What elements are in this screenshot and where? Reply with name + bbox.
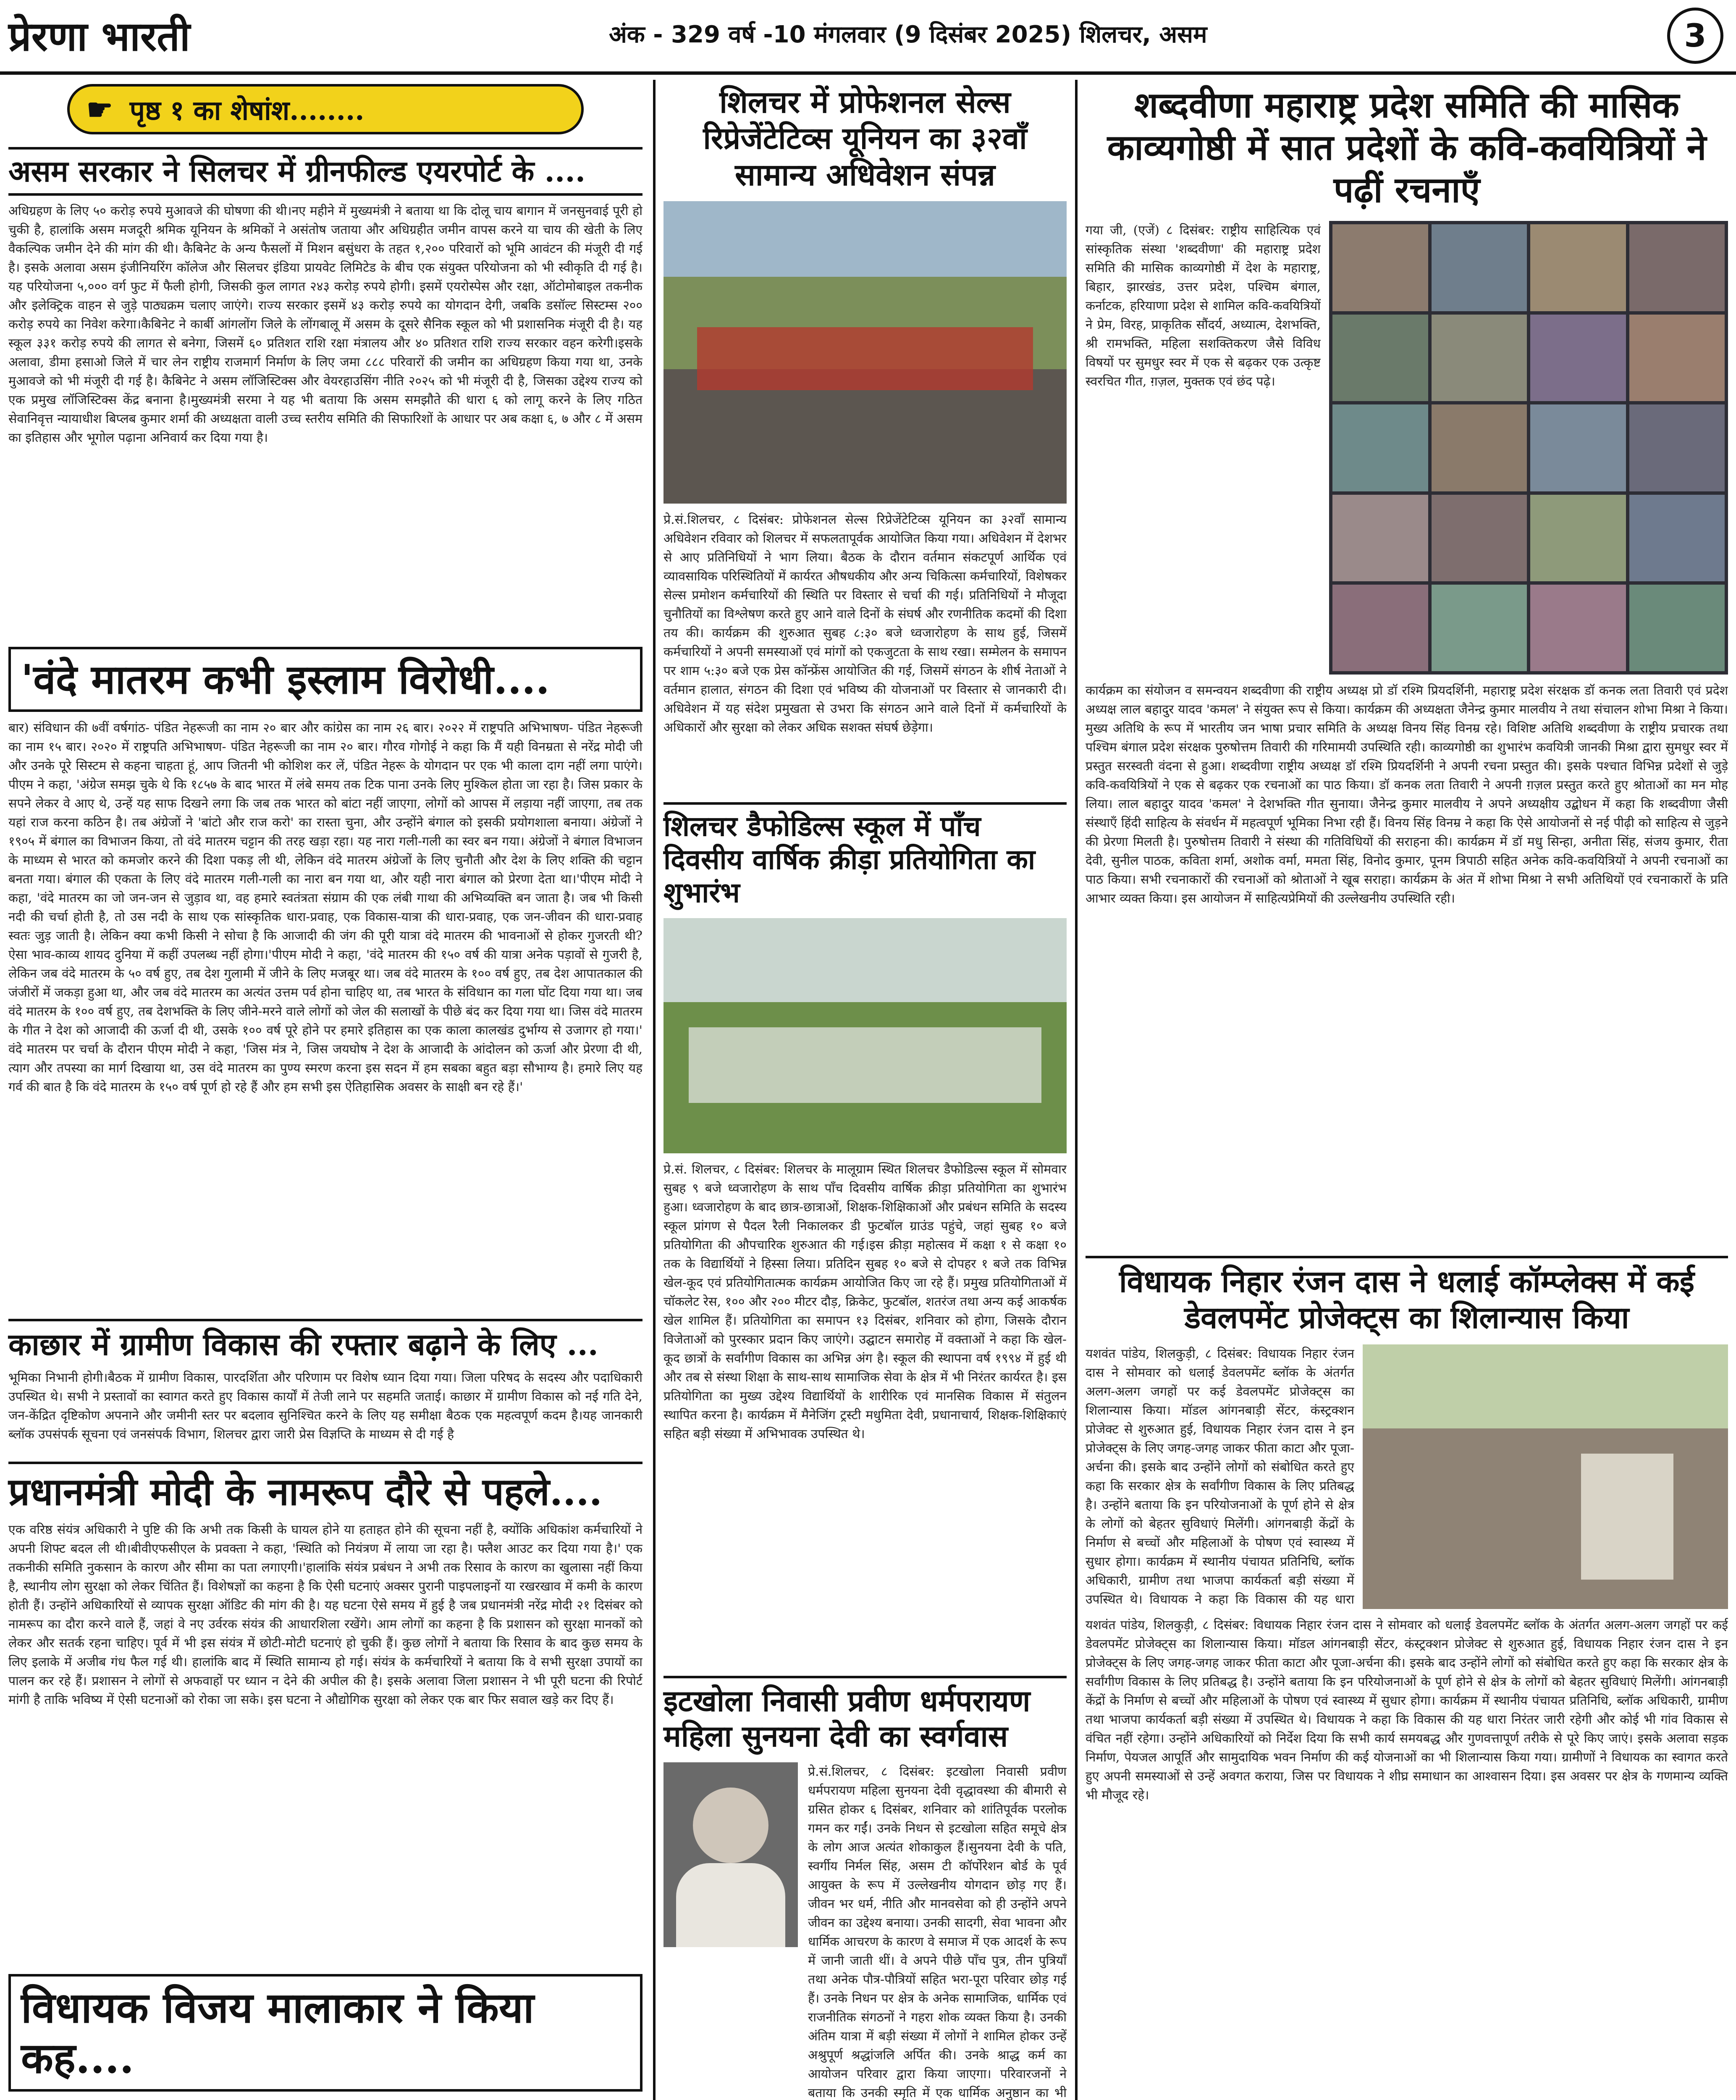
video-call-collage xyxy=(1329,221,1728,675)
issue-line: अंक - 329 वर्ष -10 मंगलवार (9 दिसंबर 2025) शिलचर, असम xyxy=(609,21,1207,48)
article-body: एक वरिष्ठ संयंत्र अधिकारी ने पुष्टि की कि अभी तक किसी के घायल होने या हताहत होने की सूचना नहीं है, क्योंकि अधिकांश कर्मचारियों ने अपनी शिफ्ट बदल ली थी।बीवीएफसीएल के प्रवक्ता ने कहा, 'स्थिति को नियंत्रण में लाया जा रहा है। फ्लैश आउट कर दिया गया है।' एक तकनीकी समिति नुकसान के कारण और सीमा का पता लगाएगी।'हालांकि संयंत्र प्रबंधन ने अभी तक रिसाव के कारण का खुलासा नहीं किया है, स्थानीय लोग सुरक्षा को लेकर चिंतित हैं। विशेषज्ञों का कहना है कि ऐसी घटनाएं अक्सर पुरानी पाइपलाइनों या रखरखाव में कमी के कारण होती हैं। उन्होंने अधिकारियों से व्यापक सुरक्षा ऑडिट की मांग की है। यह घटना ऐसे समय में हुई है जब प्रधानमंत्री नरेंद्र मोदी २१ दिसंबर को नामरूप का दौरा करने वाले हैं, जहां वे नए उर्वरक संयंत्र की आधारशिला रखेंगे। आम लोगों का कहना है कि प्रशासन को सुरक्षा मानकों को लेकर और सतर्क रहना चाहिए। पूर्व में भी इस संयंत्र में छोटी-मोटी घटनाएं हो चुकी हैं। कुछ लोगों ने बताया कि रिसाव के बाद कुछ समय के लिए इलाके में अजीब गंध फैल गई थी। हालांकि बाद में स्थिति सामान्य हो गई। संयंत्र के कर्मचारियों ने बताया कि वे सभी सुरक्षा उपायों का पालन कर रहे हैं। प्रशासन ने लोगों से अफवाहों पर ध्यान न देने की अपील की है। इसके अलावा जिला प्रशासन ने भी पूरी घटना की रिपोर्ट मांगी है ताकि भविष्य में ऐसी घटनाओं को रोका जा सके। इस घटना ने औद्योगिक सुरक्षा को लेकर एक बार फिर सवाल खड़े कर दिए हैं। xyxy=(8,1522,642,1707)
article-title: 'वंदे मातरम कभी इस्लाम विरोधी.... xyxy=(8,647,642,712)
article-vijay-malakar xyxy=(8,1974,642,2100)
article-body-continued: यशवंत पांडेय, शिलकुड़ी, ८ दिसंबर: विधायक निहार रंजन दास ने सोमवार को धलाई डेवलपमेंट ब्लॉक के अंतर्गत अलग-अलग जगहों पर कई डेवलपमेंट प्रोजेक्ट्स का शिलान्यास किया। मॉडल आंगनबाड़ी सेंटर, कंस्ट्रक्शन प्रोजेक्ट से शुरुआत हुई, विधायक निहार रंजन दास ने इन प्रोजेक्ट्स के लिए जगह-जगह जाकर फीता काटा और पूजा-अर्चना की। इसके बाद उन्होंने लोगों को संबोधित करते हुए कहा कि सरकार क्षेत्र के सर्वांगीण विकास के लिए प्रतिबद्ध है। उन्होंने बताया कि इन परियोजनाओं के पूर्ण होने से क्षेत्र के लोगों को बेहतर सुविधाएं मिलेंगी। आंगनबाड़ी केंद्रों के निर्माण से बच्चों और महिलाओं के पोषण एवं स्वास्थ्य में सुधार होगा। कार्यक्रम में स्थानीय पंचायत प्रतिनिधि, ब्लॉक अधिकारी, ग्रामीण तथा भाजपा कार्यकर्ता बड़ी संख्या में उपस्थित थे। विधायक ने कहा कि विकास की यह धारा निरंतर जारी रहेगी और कोई भी गांव विकास से वंचित नहीं रहेगा। उन्होंने अधिकारियों को निर्देश दिया कि सभी कार्य समयबद्ध और गुणवत्तापूर्ण तरीके से पूरे किए जाएं। इसके अलावा सड़क निर्माण, पेयजल आपूर्ति और सामुदायिक भवन निर्माण की कई योजनाओं का भी शिलान्यास किया गया। ग्रामीणों ने विधायक का स्वागत करते हुए अपनी समस्याओं से उन्हें अवगत कराया, जिस पर विधायक ने शीघ्र समाधान का आश्वासन दिया। इस अवसर पर क्षेत्र के गणमान्य व्यक्ति भी मौजूद रहे। xyxy=(1086,1617,1728,1803)
article-body: प्रे.सं.शिलचर, ८ दिसंबर: इटखोला निवासी प्रवीण धर्मपरायण महिला सुनयना देवी वृद्धावस्था की बीमारी से ग्रसित होकर ६ दिसंबर, शनिवार को शांतिपूर्वक परलोक गमन कर गईं। उनके निधन से इटखोला सहित समूचे क्षेत्र के लोग आज अत्यंत शोकाकुल हैं।सुनयना देवी के पति, स्वर्गीय निर्मल सिंह, असम टी कॉर्पोरेशन बोर्ड के पूर्व आयुक्त के रूप में उल्लेखनीय योगदान छोड़ गए हैं। जीवन भर धर्म, नीति और मानवसेवा को ही उन्होंने अपने जीवन का उद्देश्य बनाया। उनकी सादगी, सेवा भावना और धार्मिक आचरण के कारण वे समाज में एक आदर्श के रूप में जानी जाती थीं। वे अपने पीछे पाँच पुत्र, तीन पुत्रियाँ तथा अनेक पौत्र-पौत्रियों सहित भरा-पूरा परिवार छोड़ गई हैं। उनके निधन पर क्षेत्र के अनेक सामाजिक, धार्मिक एवं राजनीतिक संगठनों ने गहरा शोक व्यक्त किया है। उनकी अंतिम यात्रा में बड़ी संख्या में लोगों ने शामिल होकर उन्हें अश्रुपूर्ण श्रद्धांजलि अर्पित की। उनके श्राद्ध कर्म का आयोजन परिवार द्वारा किया जाएगा। परिवारजनों ने बताया कि उनकी स्मृति में एक धार्मिक अनुष्ठान का भी xyxy=(808,1764,1067,2100)
article-title: शब्दवीणा महाराष्ट्र प्रदेश समिति की मासिक काव्यगोष्ठी में सात प्रदेशों के कवि-कवयित्रियों ने पढ़ीं रचनाएँ xyxy=(1107,84,1707,210)
article-intro: गया जी, (एजें) ८ दिसंबर: राष्ट्रीय साहित्यिक एवं सांस्कृतिक संस्था 'शब्दवीणा' की महाराष्ट्र प्रदेश समिति की मासिक काव्यगोष्ठी में देश के महाराष्ट्र, बिहार, झारखंड, उत्तर प्रदेश, पश्चिम बंगाल, कर्नाटक, हरियाणा प्रदेश से शामिल कवि-कवयित्रियों ने प्रेम, विरह, प्राकृतिक सौंदर्य, अध्यात्म, देशभक्ति, श्री रामभक्ति, महिला सशक्तिकरण जैसे विविध विषयों पर सुमधुर स्वर में एक से बढ़कर एक उत्कृष्ट स्वरचित गीत, ग़ज़ल, मुक्तक एवं छंद पढ़े। xyxy=(1086,223,1321,389)
article-title: शिलचर में प्रोफेशनल सेल्स रिप्रेजेंटेटिव्स यूनियन का ३२वाँ सामान्य अधिवेशन संपन्न xyxy=(703,84,1027,192)
article-title: विधायक विजय मालाकार ने किया कह.... xyxy=(8,1974,642,2092)
article-cachar xyxy=(8,1319,642,1444)
article-airport xyxy=(8,147,642,655)
article-obituary xyxy=(663,1676,1067,2100)
article-title: काछार में ग्रामीण विकास की रफ्तार बढ़ाने के लिए ... xyxy=(8,1319,642,1362)
article-title: प्रधानमंत्री मोदी के नामरूप दौरे से पहले.... xyxy=(8,1462,642,1515)
article-title: इटखोला निवासी प्रवीण धर्मपरायण महिला सुनयना देवी का स्वर्गवास xyxy=(663,1676,1067,1754)
column-rule xyxy=(1075,80,1078,2100)
page-number: 3 xyxy=(1667,8,1723,64)
article-sales-union xyxy=(663,84,1067,850)
masthead xyxy=(0,0,1736,75)
article-body: कार्यक्रम का संयोजन व समन्वयन शब्दवीणा की राष्ट्रीय अध्यक्ष प्रो डॉ रश्मि प्रियदर्शिनी, महाराष्ट्र प्रदेश संरक्षक डॉ कनक लता तिवारी एवं प्रदेश अध्यक्ष लाल बहादुर यादव 'कमल' ने संयुक्त रूप से किया। कार्यक्रम की अध्यक्षता जैनेन्द्र कुमार मालवीय ने तथा संचालन शोभा मिश्रा ने किया। मुख्य अतिथि के रूप में भारतीय जन भाषा प्रचार समिति के अध्यक्ष विनय सिंह विनम्र रहे। विशिष्ट अतिथि शब्दवीणा के राष्ट्रीय प्रचारक तथा पश्चिम बंगाल प्रदेश संरक्षक पुरुषोत्तम तिवारी की गरिमामयी उपस्थिति रही। काव्यगोष्ठी का शुभारंभ कवयित्री जानकी मिश्रा द्वारा सुमधुर स्वर में प्रस्तुत सरस्वती वंदना से हुआ। शब्दवीणा राष्ट्रीय अध्यक्ष डॉ रश्मि प्रियदर्शिनी ने अपनी रचना प्रस्तुत की। इसके पश्चात विभिन्न प्रदेशों से जुड़े कवि-कवयित्रियों ने एक से बढ़कर एक रचनाओं का पाठ किया। डॉ कनक लता तिवारी ने अपनी ग़ज़ल प्रस्तुत करते हुए श्रोताओं का मन मोह लिया। लाल बहादुर यादव 'कमल' ने देशभक्ति गीत सुनाया। जैनेन्द्र कुमार मालवीय ने अपने अध्यक्षीय उद्बोधन में कहा कि शब्दवीणा जैसी संस्थाएँ हिंदी साहित्य के संवर्धन में महत्वपूर्ण भूमिका निभा रही हैं। विनय सिंह विनम्र ने कहा कि ऐसे आयोजनों से नई पीढ़ी को साहित्य से जुड़ने की प्रेरणा मिलती है। पुरुषोत्तम तिवारी ने संस्था की गतिविधियों की सराहना की। कार्यक्रम में डॉ मधु सिन्हा, अनीता सिंह, संजय कुमार, रीता देवी, सुनील पाठक, कविता शर्मा, अशोक वर्मा, ममता सिंह, विनोद कुमार, पूनम त्रिपाठी सहित अनेक कवि-कवयित्रियों ने अपनी रचनाओं का पाठ किया। सभी रचनाकारों की रचनाओं को श्रोताओं ने खूब सराहा। कार्यक्रम के अंत में शोभा मिश्रा ने सभी अतिथियों एवं रचनाकारों के प्रति आभार व्यक्त किया। इस आयोजन में साहित्यप्रेमियों की उल्लेखनीय उपस्थिति रही। xyxy=(1086,683,1728,906)
portrait-photo xyxy=(663,1762,798,1947)
article-title: विधायक निहार रंजन दास ने धलाई कॉम्प्लेक्स में कई डेवलपमेंट प्रोजेक्ट्स का शिलान्यास किया xyxy=(1086,1256,1728,1336)
article-namrup xyxy=(8,1462,642,1955)
sports-meet-photo xyxy=(663,918,1067,1153)
pointing-hand-icon: ☛ xyxy=(87,92,113,127)
article-daffodils-sports xyxy=(663,802,1067,1670)
union-meeting-photo xyxy=(663,201,1067,504)
article-body: अधिग्रहण के लिए ५० करोड़ रुपये मुआवजे की घोषणा की थी।नए महीने में मुख्यमंत्री ने बताया था कि दोलू चाय बागान में जनसुनवाई पूरी हो चुकी है, हालांकि असम मजदूरी श्रमिक यूनियन के श्रमिकों ने असंतोष जताया और अधिग्रहीत जमीन वापस करने या चाय की खेती के लिए वैकल्पिक जमीन देने की मांग की थी। कैबिनेट के अन्य फैसलों में मिशन बसुंधरा के तहत १,२०० परिवारों को भूमि आवंटन की मंजूरी दी गई है। इसके अलावा असम इंजीनियरिंग कॉलेज और सिलचर इंडिया प्रायवेट लिमिटेड के बीच एक संयुक्त परियोजना को भी स्वीकृति दी गई है।यह परियोजना ५,००० वर्ग फुट में फैली होगी, जिसकी कुल लागत २४३ करोड़ रुपये होगी। इसमें एयरोस्पेस और रक्षा, ऑटोमोबाइल तकनीक और इलेक्ट्रिक वाहन से जुड़े पाठ्यक्रम चलाए जाएंगे। राज्य सरकार इसमें ४३ करोड़ रुपये का योगदान देगी, जबकि डसॉल्ट सिस्टम्स २०० करोड़ रुपये का निवेश करेगा।कैबिनेट ने कार्बी आंगलोंग जिले के लोंगबालू में असम के दूसरे सैनिक स्कूल को भी प्रशासनिक मंजूरी दी है। यह स्कूल ३३१ करोड़ रुपये की लागत से बनेगा, जिसमें ६० प्रतिशत राशि रक्षा मंत्रालय और ४० प्रतिशत राशि राज्य सरकार वहन करेगी।इसके अलावा, डीमा हसाओ जिले में चार लेन राष्ट्रीय राजमार्ग निर्माण के लिए जमा ८८८ परिवारों की जमीन का अधिग्रहण किया गया था, उनके मुआवजे को भी मंजूरी दी गई है। कैबिनेट ने असम लॉजिस्टिक्स और वेयरहाउसिंग नीति २०२५ को भी मंजूरी दी है, जिसका उद्देश्य राज्य को एक प्रमुख लॉजिस्टिक्स केंद्र बनाना है।मुख्यमंत्री सरमा ने यह भी बताया कि असम समझौते की धारा ६ को लागू करने के लिए गठित सेवानिवृत्त न्यायाधीश बिप्लब कुमार शर्मा की अध्यक्षता वाली उच्च स्तरीय समिति की सिफारिशों के आधार पर अब कक्षा ६, ७ और ८ में असम का इतिहास और भूगोल पढ़ाना अनिवार्य कर दिया गया है। xyxy=(8,204,642,445)
article-intro: यशवंत पांडेय, शिलकुड़ी, ८ दिसंबर: विधायक निहार रंजन दास ने सोमवार को धलाई डेवलपमेंट ब्लॉक के अंतर्गत अलग-अलग जगहों पर कई डेवलपमेंट प्रोजेक्ट्स का शिलान्यास किया। मॉडल आंगनबाड़ी सेंटर, कंस्ट्रक्शन प्रोजेक्ट से शुरुआत हुई, विधायक निहार रंजन दास ने इन प्रोजेक्ट्स के लिए जगह-जगह जाकर फीता काटा और पूजा-अर्चना की। इसके बाद उन्होंने लोगों को संबोधित करते हुए कहा कि सरकार क्षेत्र के सर्वांगीण विकास के लिए प्रतिबद्ध है। उन्होंने बताया कि इन परियोजनाओं के पूर्ण होने से क्षेत्र के लोगों को बेहतर सुविधाएं मिलेंगी। आंगनबाड़ी केंद्रों के निर्माण से बच्चों और महिलाओं के पोषण एवं स्वास्थ्य में सुधार होगा। कार्यक्रम में स्थानीय पंचायत प्रतिनिधि, ब्लॉक अधिकारी, ग्रामीण तथा भाजपा कार्यकर्ता बड़ी संख्या में उपस्थित थे। विधायक ने कहा कि विकास की यह धारा xyxy=(1086,1346,1354,1607)
article-title: शिलचर डैफोडिल्स स्कूल में पाँच दिवसीय वार्षिक क्रीड़ा प्रतियोगिता का शुभारंभ xyxy=(663,802,1067,910)
continued-banner-label: पृष्ठ १ का शेषांश........ xyxy=(129,94,365,126)
article-title: असम सरकार ने सिलचर में ग्रीनफील्ड एयरपोर्ट के .... xyxy=(8,147,642,196)
foundation-stone-photo xyxy=(1363,1344,1728,1609)
article-body: बार) संविधान की ७वीं वर्षगांठ- पंडित नेहरूजी का नाम २० बार और कांग्रेस का नाम २६ बार। २०२२ में राष्ट्रपति अभिभाषण- पंडित नेहरूजी का नाम १५ बार। २०२० में राष्ट्रपति अभिभाषण- पंडित नेहरूजी का नाम २० बार। गौरव गोगोई ने कहा कि मैं यही विनम्रता से नरेंद्र मोदी जी और उनके पूरे सिस्टम से कहना चाहता हूं, आप जितनी भी कोशिश कर लें, पंडित नेहरू के योगदान पर एक भी काला दाग नहीं लगा पाएंगे। पीएम ने कहा, 'अंग्रेज समझ चुके थे कि १८५७ के बाद भारत में लंबे समय तक टिक पाना उनके लिए मुश्किल होता जा रहा है। जिस प्रकार के सपने लेकर वे आए थे, उन्हें यह साफ दिखने लगा कि जब तक भारत को बांटा नहीं जाएगा, लोगों को आपस में लड़ाया नहीं जाएगा, तब तक यहां राज करना कठिन है। तब अंग्रेजों ने 'बांटो और राज करो' का रास्ता चुना, और उन्होंने बंगाल को इसकी प्रयोगशाला बनाया। अंग्रेजों ने १९०५ में बंगाल का विभाजन किया, तो वंदे मातरम चट्टान की तरह खड़ा रहा। यह नारा गली-गली का स्वर बन गया। अंग्रेजों ने बंगाल विभाजन के माध्यम से भारत को कमजोर करने की दिशा पकड़ ली थी, लेकिन वंदे मातरम अंग्रेजों के लिए चुनौती और देश के लिए शक्ति की चट्टान बनता गया। बंगाल की एकता के लिए वंदे मातरम गली-गली का नारा बन गया था, और यही नारा बंगाल को प्रेरणा देता था।'पीएम मोदी ने कहा, 'वंदे मातरम का जो जन-जन से जुड़ाव था, वह हमारे स्वतंत्रता संग्राम की एक लंबी गाथा की अभिव्यक्ति बन जाता है। जब भी किसी नदी की चर्चा होती है, तो उस नदी के साथ एक सांस्कृतिक धारा-प्रवाह, एक विकास-यात्रा की धारा-प्रवाह, एक जन-जीवन की धारा-प्रवाह स्वतः जुड़ जाती है। लेकिन क्या कभी किसी ने सोचा है कि आजादी की जंग की पूरी यात्रा वंदे मातरम की भावनाओं से होकर गुजरती थी? ऐसा भाव-काव्य शायद दुनिया में कहीं उपलब्ध नहीं होगा।'पीएम मोदी ने कहा, 'वंदे मातरम की १५० वर्ष की यात्रा अनेक पड़ावों से गुजरी है, लेकिन जब वंदे मातरम के ५० वर्ष हुए, तब देश गुलामी में जीने के लिए मजबूर था। जब वंदे मातरम के १०० वर्ष हुए, तब देश आपातकाल की जंजीरों में जकड़ा हुआ था, और जब वंदे मातरम का अत्यंत उत्तम पर्व होना चाहिए था, तब भारत के संविधान का गला घोंट दिया गया था। जब वंदे मातरम के १०० वर्ष हुए, तब देशभक्ति के लिए जीने-मरने वाले लोगों को जेल की सलाखों के पीछे बंद कर दिया गया था। जिस वंदे मातरम के गीत ने देश को आजादी की ऊर्जा दी थी, उसके १०० वर्ष पूरे होने पर हमारे इतिहास का एक काला कालखंड दुर्भाग्य से उजागर हो गया।' वंदे मातरम पर चर्चा के दौरान पीएम मोदी ने कहा, 'जिस मंत्र ने, जिस जयघोष ने देश के आजादी के आंदोलन को ऊर्जा और प्रेरणा दी थी, त्याग और तपस्या का मार्ग दिखाया था, उस वंदे मातरम का पुण्य स्मरण करना इस सदन में हम सबका बहुत बड़ा सौभाग्य है। हमारे लिए यह गर्व की बात है कि वंदे मातरम के १५० वर्ष पूर्ण हो रहे हैं और हम सभी इस ऐतिहासिक अवसर के साक्षी बन रहे हैं।' xyxy=(8,721,642,1095)
continued-banner xyxy=(67,84,584,134)
article-vande-mataram xyxy=(8,647,642,1298)
article-nihar-das xyxy=(1086,1256,1728,2050)
newspaper-title: प्रेरणा भारती xyxy=(8,13,190,60)
column-rule xyxy=(653,80,656,2100)
article-body xyxy=(8,2098,642,2100)
article-body: भूमिका निभानी होगी।बैठक में ग्रामीण विकास, पारदर्शिता और परिणाम पर विशेष ध्यान दिया गया। जिला परिषद के सदस्य और पदाधिकारी उपस्थित थे। सभी ने प्रस्तावों का स्वागत करते हुए विकास कार्यों में तेजी लाने पर सहमति जताई। काछार में ग्रामीण विकास को नई गति देने, जन-केंद्रित दृष्टिकोण अपनाने और जमीनी स्तर पर बदलाव सुनिश्चित करने के लिए यह समीक्षा बैठक एक महत्वपूर्ण कदम है।यह जानकारी ब्लॉक उपसंपर्क सूचना एवं जनसंपर्क विभाग, शिलचर द्वारा जारी प्रेस विज्ञप्ति के माध्यम से दी गई है xyxy=(8,1370,642,1442)
article-body: प्रे.सं.शिलचर, ८ दिसंबर: प्रोफेशनल सेल्स रिप्रेजेंटेटिव्स यूनियन का ३२वाँ सामान्य अधिवेशन रविवार को शिलचर में सफलतापूर्वक आयोजित किया गया। अधिवेशन में देशभर से आए प्रतिनिधियों ने भाग लिया। बैठक के दौरान वर्तमान संकटपूर्ण आर्थिक एवं व्यावसायिक परिस्थितियों में कार्यरत औषधकीय और अन्य चिकित्सा कर्मचारियों, विशेषकर सेल्स प्रमोशन कर्मचारियों की स्थिति पर विस्तार से चर्चा की गई। प्रतिनिधियों ने मौजूदा चुनौतियों का विश्लेषण करते हुए आने वाले दिनों के संघर्ष और रणनीतिक कदमों की दिशा तय की। कार्यक्रम की शुरुआत सुबह ८:३० बजे ध्वजारोहण के साथ हुई, जिसमें कर्मचारियों ने अपनी समस्याओं एवं मांगों को एकजुटता के साथ रखा। सम्मेलन के समापन पर शाम ५:३० बजे एक प्रेस कॉन्फ्रेंस आयोजित की गई, जिसमें संगठन के शीर्ष नेताओं ने वर्तमान हालात, संगठन की दिशा एवं भविष्य की योजनाओं पर विस्तार से जानकारी दी। अधिवेशन में यह संदेश प्रमुखता से उभरा कि संगठन आने वाले दिनों में कर्मचारियों के अधिकारों और सुरक्षा को लेकर अधिक सशक्त संघर्ष छेड़ेगा। xyxy=(663,512,1067,735)
article-body: प्रे.सं. शिलचर, ८ दिसंबर: शिलचर के मालूग्राम स्थित शिलचर डैफोडिल्स स्कूल में सोमवार सुबह ९ बजे ध्वजारोहण के साथ पाँच दिवसीय वार्षिक क्रीड़ा प्रतियोगिता का शुभारंभ हुआ। ध्वजारोहण के बाद छात्र-छात्राओं, शिक्षक-शिक्षिकाओं और प्रबंधन समिति के सदस्य स्कूल प्रांगण से पैदल रैली निकालकर डी फुटबॉल ग्राउंड पहुंचे, जहां सुबह १० बजे प्रतियोगिता की औपचारिक शुरुआत की गई।इस क्रीड़ा महोत्सव में कक्षा १ से कक्षा १० तक के विद्यार्थियों ने हिस्सा लिया। प्रतिदिन सुबह १० बजे से दोपहर १ बजे तक विभिन्न खेल-कूद एवं प्रतियोगितात्मक कार्यक्रम आयोजित किए जा रहे हैं। प्रमुख प्रतियोगिताओं में चॉकलेट रेस, १०० और २०० मीटर दौड़, क्रिकेट, फुटबॉल, शतरंज तथा अन्य कई आकर्षक खेल शामिल हैं। प्रतियोगिता का समापन १३ दिसंबर, शनिवार को होगा, जिसके दौरान विजेताओं को पुरस्कार प्रदान किए जाएंगे। उद्घाटन समारोह में वक्ताओं ने कहा कि खेल-कूद छात्रों के सर्वांगीण विकास का अभिन्न अंग है। स्कूल की स्थापना वर्ष १९९४ में हुई थी और तब से संस्था शिक्षा के साथ-साथ सामाजिक सेवा के क्षेत्र में भी निरंतर कार्यरत है। इस प्रतियोगिता का मुख्य उद्देश्य विद्यार्थियों के शारीरिक एवं मानसिक विकास में संतुलन स्थापित करना है। कार्यक्रम में मैनेजिंग ट्रस्टी मधुमिता देवी, प्रधानाचार्य, शिक्षक-शिक्षिकाएं सहित बड़ी संख्या में अभिभावक उपस्थित थे। xyxy=(663,1162,1067,1441)
article-shabdveena xyxy=(1086,84,1728,1210)
